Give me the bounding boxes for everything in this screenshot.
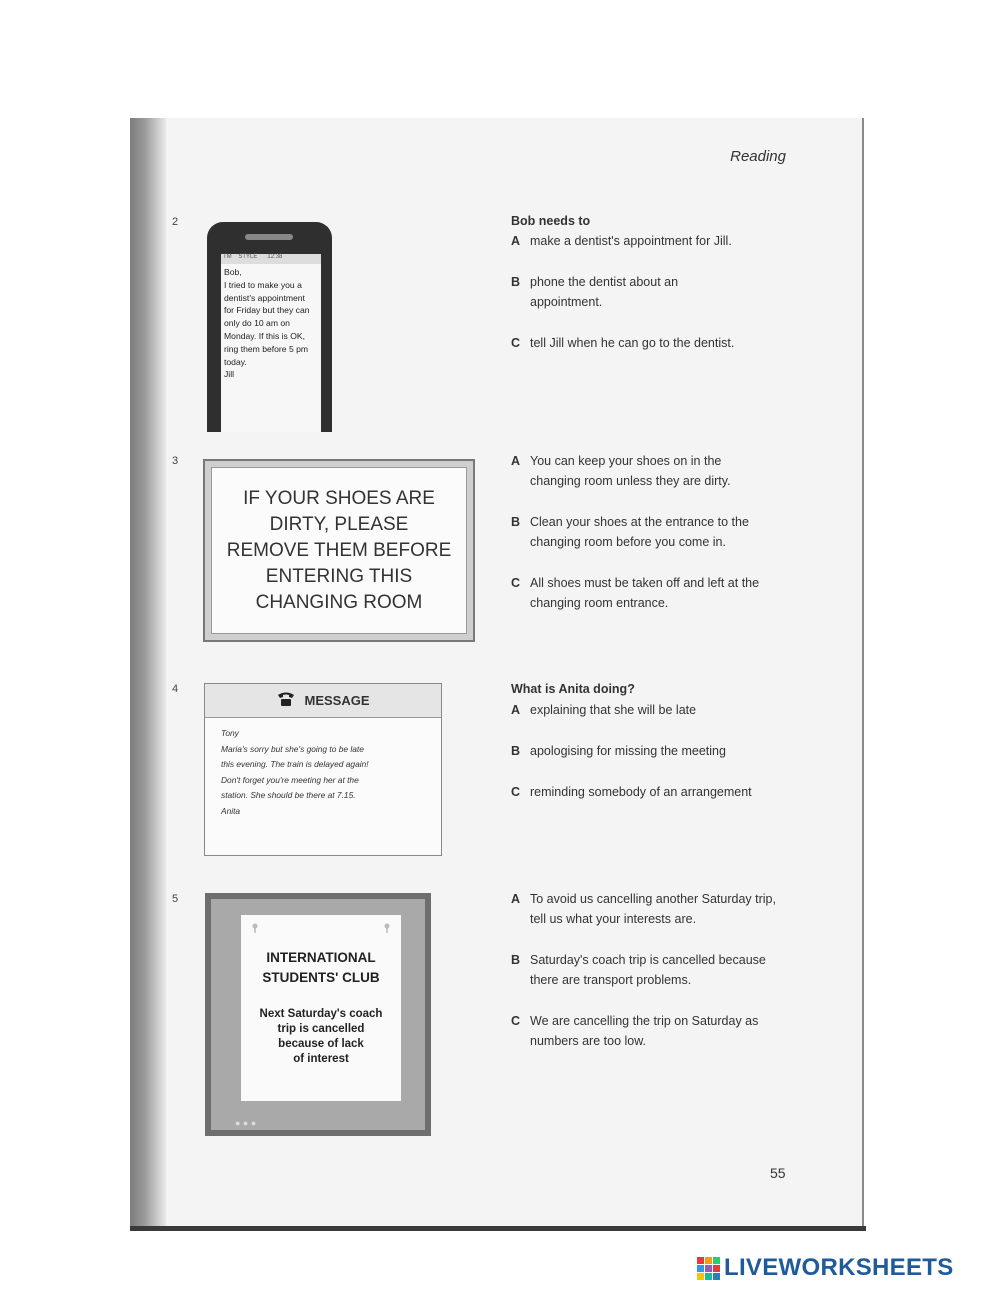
phone-speaker bbox=[245, 234, 293, 240]
answer-option[interactable] bbox=[511, 272, 801, 312]
message-line: station. She should be there at 7.15. bbox=[221, 790, 356, 801]
changing-room-sign bbox=[203, 459, 475, 642]
answer-option[interactable] bbox=[511, 889, 801, 929]
option-letter: C bbox=[511, 336, 521, 350]
option-text: reminding somebody of an arrangement bbox=[530, 785, 752, 799]
logo-square bbox=[705, 1273, 712, 1280]
option-text: phone the dentist about an appointment. bbox=[530, 275, 679, 309]
option-text: To avoid us cancelling another Saturday trip, tell us what your interests are. bbox=[530, 892, 776, 926]
option-letter: B bbox=[511, 744, 521, 758]
page-edge bbox=[862, 118, 864, 1230]
sms-line: I tried to make you a bbox=[224, 279, 302, 290]
sms-line: Jill bbox=[224, 369, 235, 380]
answer-option[interactable] bbox=[511, 741, 801, 761]
option-text: explaining that she will be late bbox=[530, 703, 697, 717]
answer-options bbox=[511, 889, 801, 1072]
phone-message-note bbox=[204, 683, 442, 856]
logo-square bbox=[713, 1257, 720, 1264]
sms-line: dentist's appointment bbox=[224, 292, 305, 303]
sms-line: for Friday but they can bbox=[224, 305, 310, 316]
sign-line: ENTERING THIS bbox=[265, 565, 413, 587]
sign-line: DIRTY, PLEASE bbox=[269, 513, 409, 535]
page-gutter-shadow bbox=[130, 118, 166, 1230]
pin-icon bbox=[251, 923, 259, 933]
option-letter: A bbox=[511, 234, 521, 248]
answer-option[interactable] bbox=[511, 1011, 801, 1051]
notice-line: trip is cancelled bbox=[277, 1023, 365, 1035]
telephone-icon bbox=[276, 691, 296, 710]
sms-line: Bob, bbox=[224, 267, 242, 277]
message-line: this evening. The train is delayed again! bbox=[221, 759, 369, 770]
club-notice bbox=[241, 915, 401, 1101]
answer-option[interactable] bbox=[511, 700, 801, 720]
notice-title bbox=[241, 948, 401, 988]
sms-line: today. bbox=[224, 356, 247, 367]
option-text: We are cancelling the trip on Saturday as numbers are too low. bbox=[530, 1014, 759, 1048]
option-letter: B bbox=[511, 953, 521, 967]
sms-line: ring them before 5 pm bbox=[224, 343, 309, 354]
logo-square bbox=[705, 1257, 712, 1264]
notice-line: because of lack bbox=[278, 1038, 364, 1050]
option-text: All shoes must be taken off and left at the changing room entrance. bbox=[530, 576, 760, 610]
question-number: 5 bbox=[172, 893, 179, 905]
liveworksheets-logo bbox=[697, 1254, 954, 1282]
notice-body bbox=[241, 1007, 401, 1067]
phone-text-message bbox=[207, 222, 332, 432]
phone-status-bar bbox=[221, 254, 321, 264]
page-number: 55 bbox=[770, 1165, 786, 1181]
answer-option[interactable] bbox=[511, 950, 801, 990]
message-header bbox=[205, 684, 441, 718]
logo-square bbox=[697, 1265, 704, 1272]
option-text: make a dentist's appointment for Jill. bbox=[530, 234, 732, 248]
option-text: Saturday's coach trip is cancelled because there are transport problems. bbox=[530, 953, 766, 987]
option-letter: A bbox=[511, 454, 521, 468]
message-line: Don't forget you're meeting her at the bbox=[221, 774, 359, 785]
answer-option[interactable] bbox=[511, 333, 801, 353]
notice-line: of interest bbox=[293, 1053, 349, 1065]
option-letter: A bbox=[511, 703, 521, 717]
notice-board bbox=[205, 893, 431, 1136]
status-text: STYLE bbox=[238, 254, 258, 260]
message-body bbox=[205, 718, 441, 828]
sign-line: CHANGING ROOM bbox=[255, 591, 423, 613]
answer-option[interactable] bbox=[511, 451, 801, 491]
option-letter: C bbox=[511, 1014, 521, 1028]
page-bottom-edge bbox=[130, 1226, 866, 1231]
option-letter: C bbox=[511, 785, 521, 799]
question-number: 3 bbox=[172, 455, 179, 467]
pin-icon bbox=[383, 923, 391, 933]
option-letter: C bbox=[511, 576, 521, 590]
pins-icon: ● ● ● bbox=[235, 1118, 257, 1128]
logo-square bbox=[705, 1265, 712, 1272]
logo-grid-icon bbox=[697, 1257, 720, 1280]
message-line: Tony bbox=[221, 728, 239, 738]
logo-square bbox=[713, 1273, 720, 1280]
sign-line: IF YOUR SHOES ARE bbox=[243, 487, 435, 509]
question-stem: Bob needs to bbox=[511, 214, 591, 228]
sms-line: Monday. If this is OK, bbox=[224, 330, 306, 341]
phone-screen bbox=[221, 254, 321, 432]
sign-line: REMOVE THEM BEFORE bbox=[226, 539, 452, 561]
logo-square bbox=[697, 1273, 704, 1280]
question-stem: What is Anita doing? bbox=[511, 682, 635, 696]
message-line: Anita bbox=[221, 805, 241, 816]
answer-options bbox=[511, 211, 801, 374]
answer-option[interactable] bbox=[511, 782, 801, 802]
question-number: 4 bbox=[172, 683, 179, 695]
answer-option[interactable] bbox=[511, 231, 801, 251]
option-text: You can keep your shoes on in the changing room unless they are dirty. bbox=[530, 454, 731, 488]
notice-title-line: INTERNATIONAL bbox=[266, 950, 376, 965]
option-text: apologising for missing the meeting bbox=[530, 744, 726, 758]
message-line: Maria's sorry but she's going to be late bbox=[221, 743, 364, 754]
sms-line: only do 10 am on bbox=[224, 318, 290, 329]
message-title: MESSAGE bbox=[304, 693, 370, 708]
sign-text bbox=[211, 467, 467, 634]
answer-option[interactable] bbox=[511, 512, 801, 552]
section-title: Reading bbox=[730, 148, 786, 165]
sms-body bbox=[221, 264, 321, 383]
option-letter: B bbox=[511, 275, 521, 289]
logo-square bbox=[697, 1257, 704, 1264]
notice-line: Next Saturday's coach bbox=[259, 1008, 383, 1020]
question-number: 2 bbox=[172, 216, 179, 228]
status-text: TM bbox=[223, 254, 232, 260]
answer-options bbox=[511, 451, 801, 634]
answer-options bbox=[511, 679, 801, 823]
option-text: tell Jill when he can go to the dentist. bbox=[530, 336, 735, 350]
logo-text: LIVEWORKSHEETS bbox=[724, 1254, 954, 1281]
option-letter: A bbox=[511, 892, 521, 906]
logo-square bbox=[713, 1265, 720, 1272]
status-time: 12:38 bbox=[267, 254, 283, 260]
notice-title-line: STUDENTS' CLUB bbox=[262, 970, 380, 985]
answer-option[interactable] bbox=[511, 573, 801, 613]
option-letter: B bbox=[511, 515, 521, 529]
option-text: Clean your shoes at the entrance to the changing room before you come in. bbox=[530, 515, 749, 549]
